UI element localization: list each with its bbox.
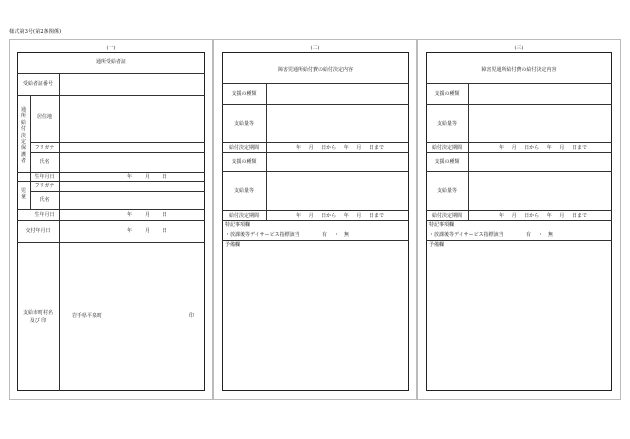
rule	[17, 181, 205, 182]
service-amount-label: 支給量等	[233, 121, 254, 127]
rule	[17, 172, 205, 173]
yes-option: 有	[526, 232, 532, 238]
guardian-furigana-label: フリガナ	[34, 145, 55, 151]
day-label: 日	[162, 228, 168, 234]
rule	[17, 242, 205, 243]
address-label: 居住地	[36, 114, 52, 120]
service-type-label: 支援の種類	[231, 91, 257, 97]
rule	[222, 171, 409, 172]
period-label: 給付決定期間	[228, 213, 259, 219]
guardian-name-label: 氏名	[39, 159, 50, 165]
panel-2-number: (二)	[310, 45, 320, 51]
rule	[426, 240, 612, 241]
reserve-label: 予備欄	[225, 242, 241, 248]
panel-1-frame	[17, 52, 205, 391]
rule	[222, 220, 409, 221]
municipality-label-seal: 及び 印	[29, 318, 47, 324]
rule	[426, 104, 612, 105]
rule	[222, 152, 409, 153]
rule	[426, 210, 612, 211]
rule	[17, 209, 205, 210]
panel-2-frame	[222, 52, 409, 391]
panel-1-title: 通所受給者証	[95, 59, 126, 65]
month-label: 月	[145, 228, 151, 234]
service-type-label: 支援の種類	[434, 159, 460, 165]
day-label: 日	[162, 174, 168, 180]
panel-3-title: 障害児通所給付費の給付決定内容	[481, 67, 557, 73]
month-label: 月	[145, 212, 151, 218]
notes-label: 特記事項欄	[429, 222, 455, 228]
year-label: 年	[127, 174, 133, 180]
period-label: 給付決定期間	[228, 145, 259, 151]
rule	[266, 83, 267, 220]
service-amount-label: 支給量等	[436, 188, 457, 194]
year-label: 年	[127, 228, 133, 234]
year-label: 年	[127, 212, 133, 218]
period-text: 年 月 日から 年 月 日まで	[499, 145, 587, 151]
daycare-note: ・放課後等デイサービス指標該当	[429, 232, 504, 238]
child-birthdate-label: 生年月日	[34, 212, 55, 218]
panel-3-number: (三)	[514, 45, 524, 51]
period-label: 給付決定期間	[431, 213, 462, 219]
yes-option: 有	[322, 232, 328, 238]
rule	[30, 95, 31, 181]
rule	[426, 152, 612, 153]
form-id: 様式第3号(第2条関係)	[9, 29, 62, 35]
rule	[30, 152, 205, 153]
rule	[17, 95, 205, 96]
service-type-label: 支援の種類	[434, 91, 460, 97]
period-label: 給付決定期間	[431, 145, 462, 151]
rule	[222, 142, 409, 143]
reserve-label: 予備欄	[429, 242, 445, 248]
service-amount-label: 支給量等	[436, 121, 457, 127]
service-amount-label: 支給量等	[233, 188, 254, 194]
rule	[222, 83, 409, 84]
rule	[222, 104, 409, 105]
rule	[426, 83, 612, 84]
separator: ・	[334, 232, 340, 238]
daycare-note: ・放課後等デイサービス指標該当	[225, 232, 300, 238]
child-name-label: 氏名	[39, 197, 50, 203]
guardian-label: 通 所 給 付 決 定 保 護 者	[20, 107, 26, 165]
period-text: 年 月 日から 年 月 日まで	[296, 145, 384, 151]
month-label: 月	[145, 174, 151, 180]
period-text: 年 月 日から 年 月 日まで	[296, 213, 384, 219]
no-option: 無	[344, 232, 350, 238]
municipality-value: 岩手県平泉町	[72, 313, 103, 319]
rule	[468, 83, 469, 220]
rule	[222, 210, 409, 211]
issue-date-label: 交付年月日	[25, 228, 51, 234]
notes-label: 特記事項欄	[225, 222, 251, 228]
service-type-label: 支援の種類	[231, 159, 257, 165]
separator: ・	[538, 232, 544, 238]
rule	[426, 220, 612, 221]
rule	[59, 73, 60, 391]
panel-1-number: (一)	[106, 45, 116, 51]
child-furigana-label: フリガナ	[34, 183, 55, 189]
no-option: 無	[548, 232, 554, 238]
rule	[30, 142, 205, 143]
panel-2-title: 障害児通所給付費の給付決定内容	[277, 67, 353, 73]
seal-mark: 印	[189, 313, 195, 319]
child-label: 児 童	[20, 188, 26, 201]
period-text: 年 月 日から 年 月 日まで	[499, 213, 587, 219]
rule	[426, 142, 612, 143]
day-label: 日	[162, 212, 168, 218]
rule	[426, 171, 612, 172]
rule	[222, 240, 409, 241]
rule	[17, 73, 205, 74]
recipient-no-label: 受給者証番号	[22, 81, 53, 87]
guardian-birthdate-label: 生年月日	[34, 174, 55, 180]
rule	[17, 220, 205, 221]
municipality-label: 支給市町村名	[22, 310, 53, 316]
rule	[30, 191, 205, 192]
